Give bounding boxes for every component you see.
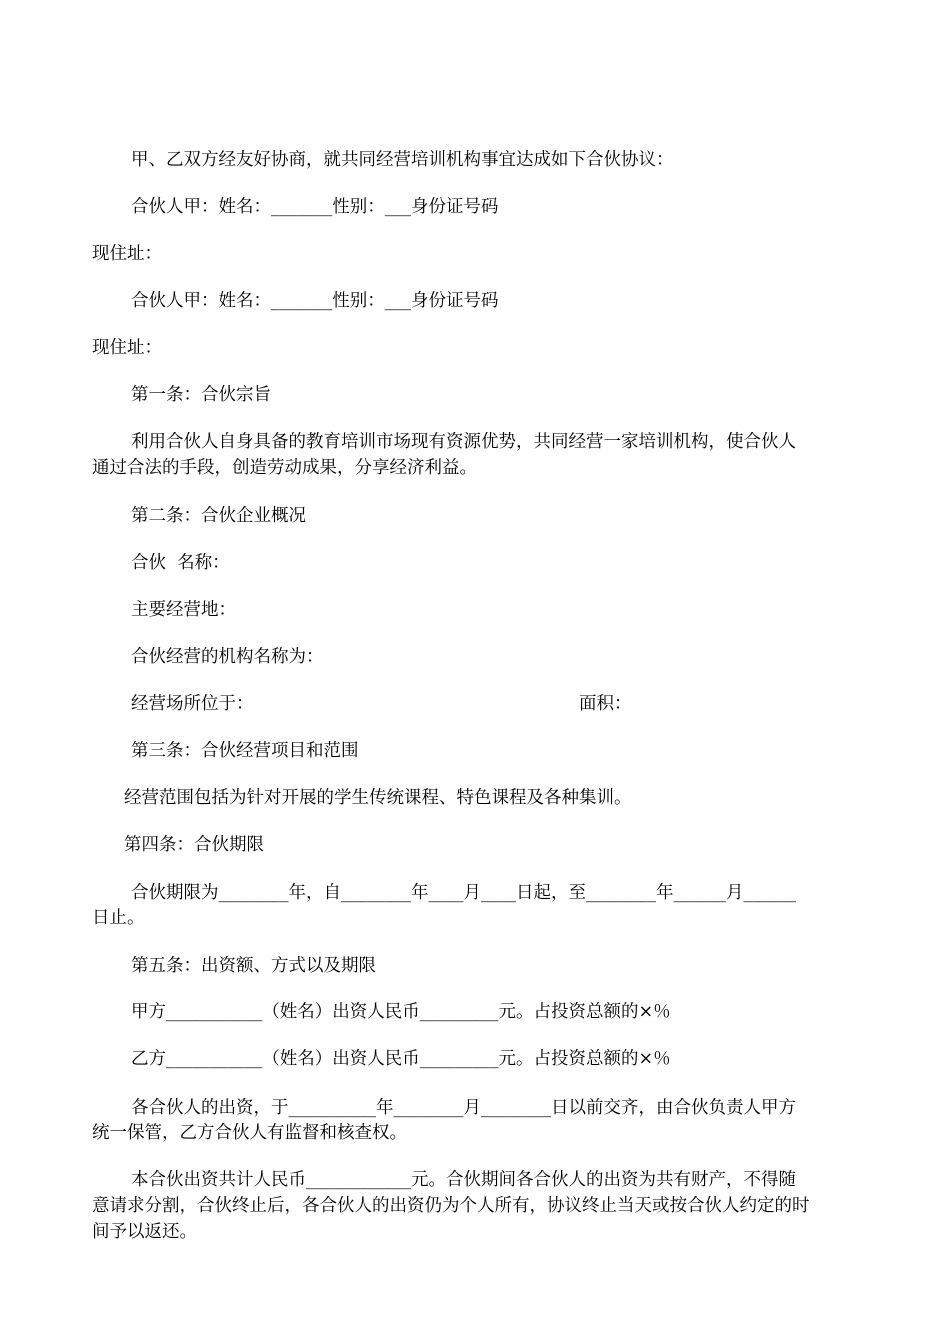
article-3-body: 经营范围包括为针对开展的学生传统课程、特色课程及各种集训。 — [124, 788, 632, 808]
article-2-area: 面积： — [579, 694, 632, 714]
partner-a-line: 合伙人甲：姓名：_______性别：___身份证号码 — [131, 197, 499, 217]
article-5-title: 第五条：出资额、方式以及期限 — [131, 956, 376, 976]
article-5-party-b: 乙方___________（姓名）出资人民币_________元。占投资总额的×％ — [131, 1049, 671, 1069]
article-5-party-a: 甲方___________（姓名）出资人民币_________元。占投资总额的×％ — [131, 1002, 671, 1022]
article-2-title: 第二条：合伙企业概况 — [131, 506, 306, 526]
article-1-title: 第一条：合伙宗旨 — [131, 385, 271, 405]
article-5-total-line-1: 本合伙出资共计人民币____________元。合伙期间各合伙人的出资为共有财产，不得随 — [131, 1170, 796, 1190]
partner-b-address: 现住址： — [92, 338, 162, 358]
article-4-title: 第四条：合伙期限 — [124, 835, 264, 855]
article-2-place: 主要经营地： — [131, 600, 236, 620]
article-1-body-line-2: 通过合法的手段，创造劳动成果，分享经济利益。 — [92, 458, 477, 478]
article-2-name: 合伙 名称： — [131, 553, 230, 573]
article-3-title: 第三条：合伙经营项目和范围 — [131, 741, 359, 761]
article-5-total-line-2: 意请求分割，合伙终止后，各合伙人的出资仍为个人所有，协议终止当天或按合伙人约定的时 — [92, 1196, 810, 1216]
article-5-total-line-3: 间予以返还。 — [92, 1222, 197, 1242]
article-4-body-line-2: 日止。 — [92, 908, 145, 928]
article-1-body-line-1: 利用合伙人自身具备的教育培训市场现有资源优势，共同经营一家培训机构，使合伙人 — [131, 432, 796, 452]
partner-b-line: 合伙人甲：姓名：_______性别：___身份证号码 — [131, 291, 499, 311]
article-2-site: 经营场所位于： — [131, 694, 254, 714]
article-4-body-line-1: 合伙期限为________年，自________年____月____日起，至________年______月______ — [131, 883, 796, 903]
article-5-deadline-line-1: 各合伙人的出资，于__________年________月________日以前交齐，由合伙负责人甲方 — [131, 1098, 796, 1118]
intro-paragraph: 甲、乙双方经友好协商，就共同经营培训机构事宜达成如下合伙协议： — [131, 150, 674, 170]
article-2-org: 合伙经营的机构名称为： — [131, 647, 324, 667]
article-5-deadline-line-2: 统一保管，乙方合伙人有监督和核查权。 — [92, 1123, 407, 1143]
partner-a-address: 现住址： — [92, 244, 162, 264]
